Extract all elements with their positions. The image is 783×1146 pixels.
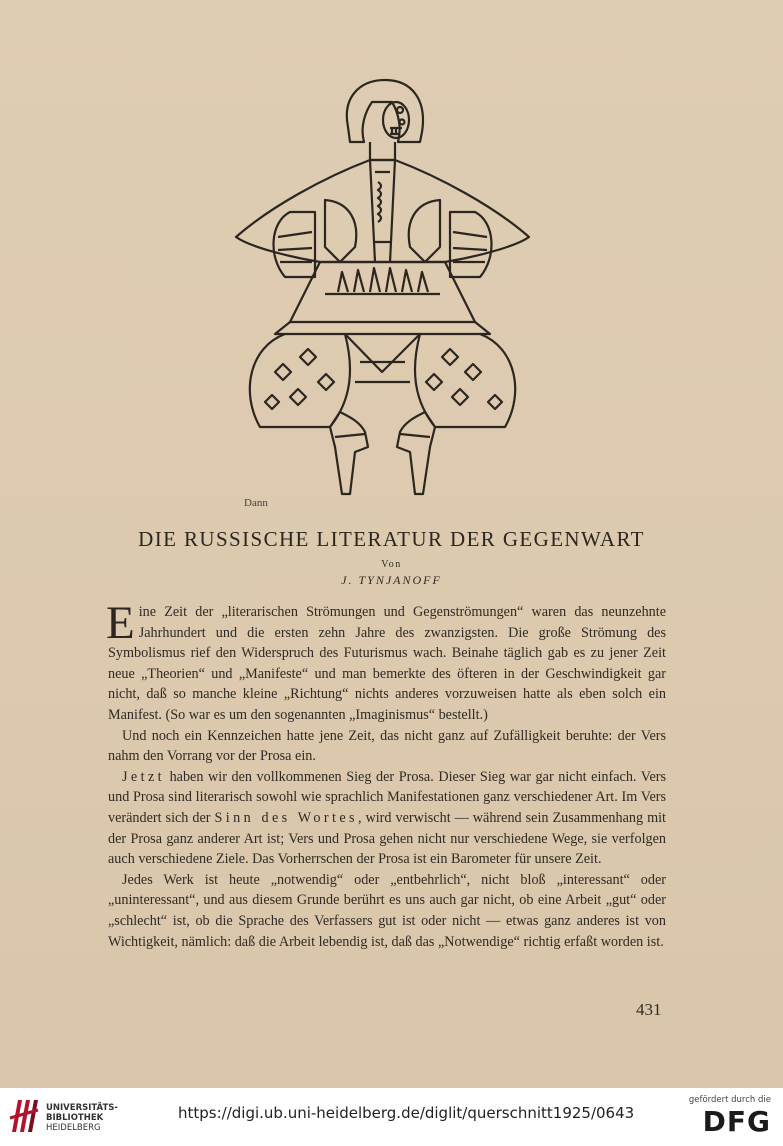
byline-von: Von [381, 559, 402, 570]
permalink-url[interactable]: https://digi.ub.uni-heidelberg.de/diglit/querschnitt1925/0643 [178, 1104, 635, 1122]
figure-illustration [230, 72, 535, 502]
paragraph-3-text-b: , wird verwischt — während sein Zusammenhang mit der Prosa ganz anderer Art ist; Vers und Prosa gehen nicht nur verschiedene Wege, sie verfolgen auch verschiedene Ziele. Das Vorherrschen der Prosa ist ein Barometer für unsere Zeit. [108, 809, 666, 868]
dfg-logo: DFG [702, 1105, 771, 1138]
page-number: 431 [636, 1000, 662, 1019]
university-library-logo-icon [8, 1096, 40, 1136]
illustration-caption: Dann [244, 497, 268, 509]
paragraph-4: Jedes Werk ist heute „notwendig“ oder „entbehrlich“, nicht bloß „interessant“ oder „uninteressant“, und aus diesem Grunde berührt es uns auch gar nicht, ob eine Arbeit „gut“ oder „schlecht“ ist, ob die Sprache des Verfassers gut ist oder nicht — etwas ganz anderes ist von Wichtigkeit, nämlich: daß die Arbeit lebendig ist, daß das „Notwendige“ richtig erfaßt worden ist. [108, 871, 666, 950]
library-name-line-2: BIBLIOTHEK [46, 1113, 104, 1123]
paragraph-1 [106, 597, 666, 726]
library-name-line-1: UNIVERSITÄTS- [46, 1103, 118, 1113]
paragraph-3-text-a: haben wir den vollkommenen Sieg der Prosa. Dieser Sieg war gar nicht einfach. Vers und Prosa sind literarisch sowohl wie sprachlich Manifestationen ganz verschiedener Art. Im Vers verändert sich der [108, 768, 666, 826]
article-title: DIE RUSSISCHE LITERATUR DER GEGENWART [138, 527, 645, 551]
library-name-line-3: HEIDELBERG [46, 1123, 101, 1133]
drop-cap: E [106, 597, 135, 649]
paragraph-2: Und noch ein Kennzeichen hatte jene Zeit, das nicht ganz auf Zufälligkeit beruhte: der Vers nahm den Vorrang vor der Prosa ein. [108, 727, 666, 765]
viewer-footer [0, 1088, 783, 1146]
emphasis-jetzt: Jetzt [122, 768, 165, 785]
funding-note: gefördert durch die [688, 1095, 771, 1105]
paragraph-1-text: ine Zeit der „literarischen Strömungen und Gegenströmungen“ waren das neunzehnte Jahrhundert und die ersten zehn Jahre des zwanzigsten. Die große Strömung des Symbolismus rief den Widerspruch des Futurismus wach. Beinahe täglich gab es zu jener Zeit neue „Theorien“ und „Manifeste“ und man bemerkte des öfteren in der Geschwindigkeit gar nicht, daß so manche kleine „Richtung“ nichts anderes vorzuweisen hatte als eben solch ein Manifest. (So war es um den sogenannten „Imaginismus“ bestellt.) [108, 604, 666, 723]
article-body [106, 597, 666, 952]
library-name [46, 1103, 118, 1133]
paragraph-3 [108, 767, 666, 870]
author-name: J. TYNJANOFF [341, 573, 442, 587]
emphasis-sinn-des-wortes: Sinn des Wortes [214, 809, 358, 826]
